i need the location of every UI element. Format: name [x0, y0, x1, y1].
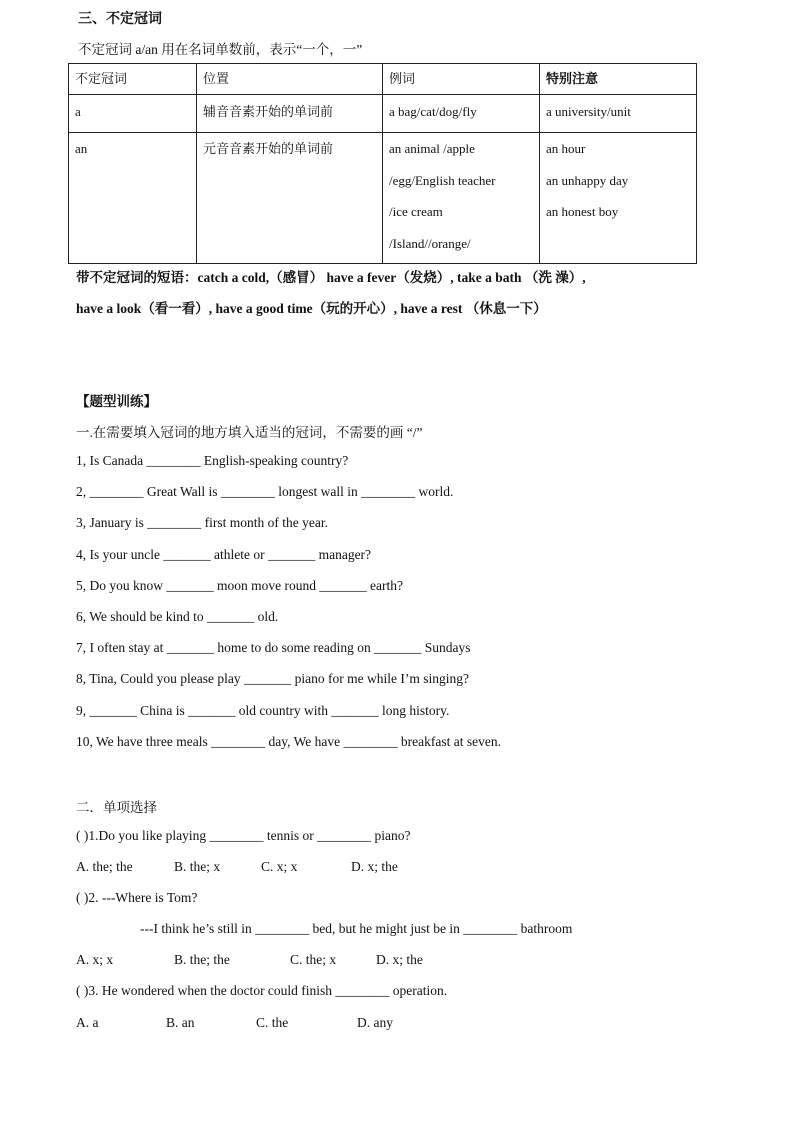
question-2-reply: ---I think he’s still in ________ bed, but he might just be in ________ bathroom: [140, 921, 573, 936]
q2-option-b: B. the; the: [174, 952, 230, 967]
phrases-line-1: 带不定冠词的短语：catch a cold,（感冒） have a fever（发烧）, take a bath （洗 澡）,: [76, 270, 586, 285]
q1-option-c: C. x; x: [261, 859, 298, 874]
exercise-item: 5, Do you know _______ moon move round _______ earth?: [76, 578, 403, 593]
table-header-row: [69, 64, 697, 95]
cell-article-a: a: [69, 95, 197, 133]
table-row: [69, 95, 697, 133]
q1-option-d: D. x; the: [351, 859, 398, 874]
exercise-item: 2, ________ Great Wall is ________ longest wall in ________ world.: [76, 484, 454, 499]
cell-position-an: 元音音素开始的单词前: [197, 133, 383, 264]
header-examples: 例词: [383, 64, 540, 95]
section-intro: 不定冠词 a/an 用在名词单数前，表示“一个，一”: [78, 42, 363, 57]
cell-note-a: a university/unit: [540, 95, 697, 133]
q3-option-b: B. an: [166, 1015, 195, 1030]
cell-position-a: 辅音音素开始的单词前: [197, 95, 383, 133]
q3-option-a: A. a: [76, 1015, 99, 1030]
question-1: ( )1.Do you like playing ________ tennis or ________ piano?: [76, 828, 411, 843]
cell-notes-an: an hour an unhappy day an honest boy: [540, 133, 697, 264]
exercise-item: 7, I often stay at _______ home to do some reading on _______ Sundays: [76, 640, 471, 655]
phrases-line-2: have a look（看一看）, have a good time（玩的开心）, have a rest （休息一下）: [76, 301, 547, 316]
exercise-item: 3, January is ________ first month of the year.: [76, 515, 328, 530]
header-special-note: 特别注意: [540, 64, 697, 95]
q1-option-a: A. the; the: [76, 859, 133, 874]
section-title: 三、不定冠词: [78, 12, 162, 27]
part1-title: 一.在需要填入冠词的地方填入适当的冠词，不需要的画 “/”: [76, 425, 423, 440]
cell-examples-an: an animal /apple /egg/English teacher /ice cream /Island//orange/: [383, 133, 540, 264]
table-row: [69, 133, 697, 264]
q2-option-a: A. x; x: [76, 952, 114, 967]
q3-option-d: D. any: [357, 1015, 393, 1030]
exercise-item: 1, Is Canada ________ English-speaking country?: [76, 453, 349, 468]
exercise-item: 4, Is your uncle _______ athlete or _______ manager?: [76, 547, 372, 562]
exercise-item: 9, _______ China is _______ old country with _______ long history.: [76, 703, 450, 718]
q2-option-d: D. x; the: [376, 952, 423, 967]
question-2: ( )2. ---Where is Tom?: [76, 890, 198, 905]
question-3: ( )3. He wondered when the doctor could finish ________ operation.: [76, 983, 448, 998]
article-table: [68, 63, 697, 264]
q2-option-c: C. the; x: [290, 952, 337, 967]
header-position: 位置: [197, 64, 383, 95]
header-article: 不定冠词: [69, 64, 197, 95]
cell-examples-a: a bag/cat/dog/fly: [383, 95, 540, 133]
exercise-item: 8, Tina, Could you please play _______ piano for me while I’m singing?: [76, 671, 469, 686]
cell-article-an: an: [69, 133, 197, 264]
q3-option-c: C. the: [256, 1015, 289, 1030]
part2-title: 二．单项选择: [76, 800, 157, 815]
practice-heading: 【题型训练】: [76, 394, 157, 409]
exercise-item: 10, We have three meals ________ day, We have ________ breakfast at seven.: [76, 734, 501, 749]
exercise-item: 6, We should be kind to _______ old.: [76, 609, 279, 624]
q1-option-b: B. the; x: [174, 859, 221, 874]
